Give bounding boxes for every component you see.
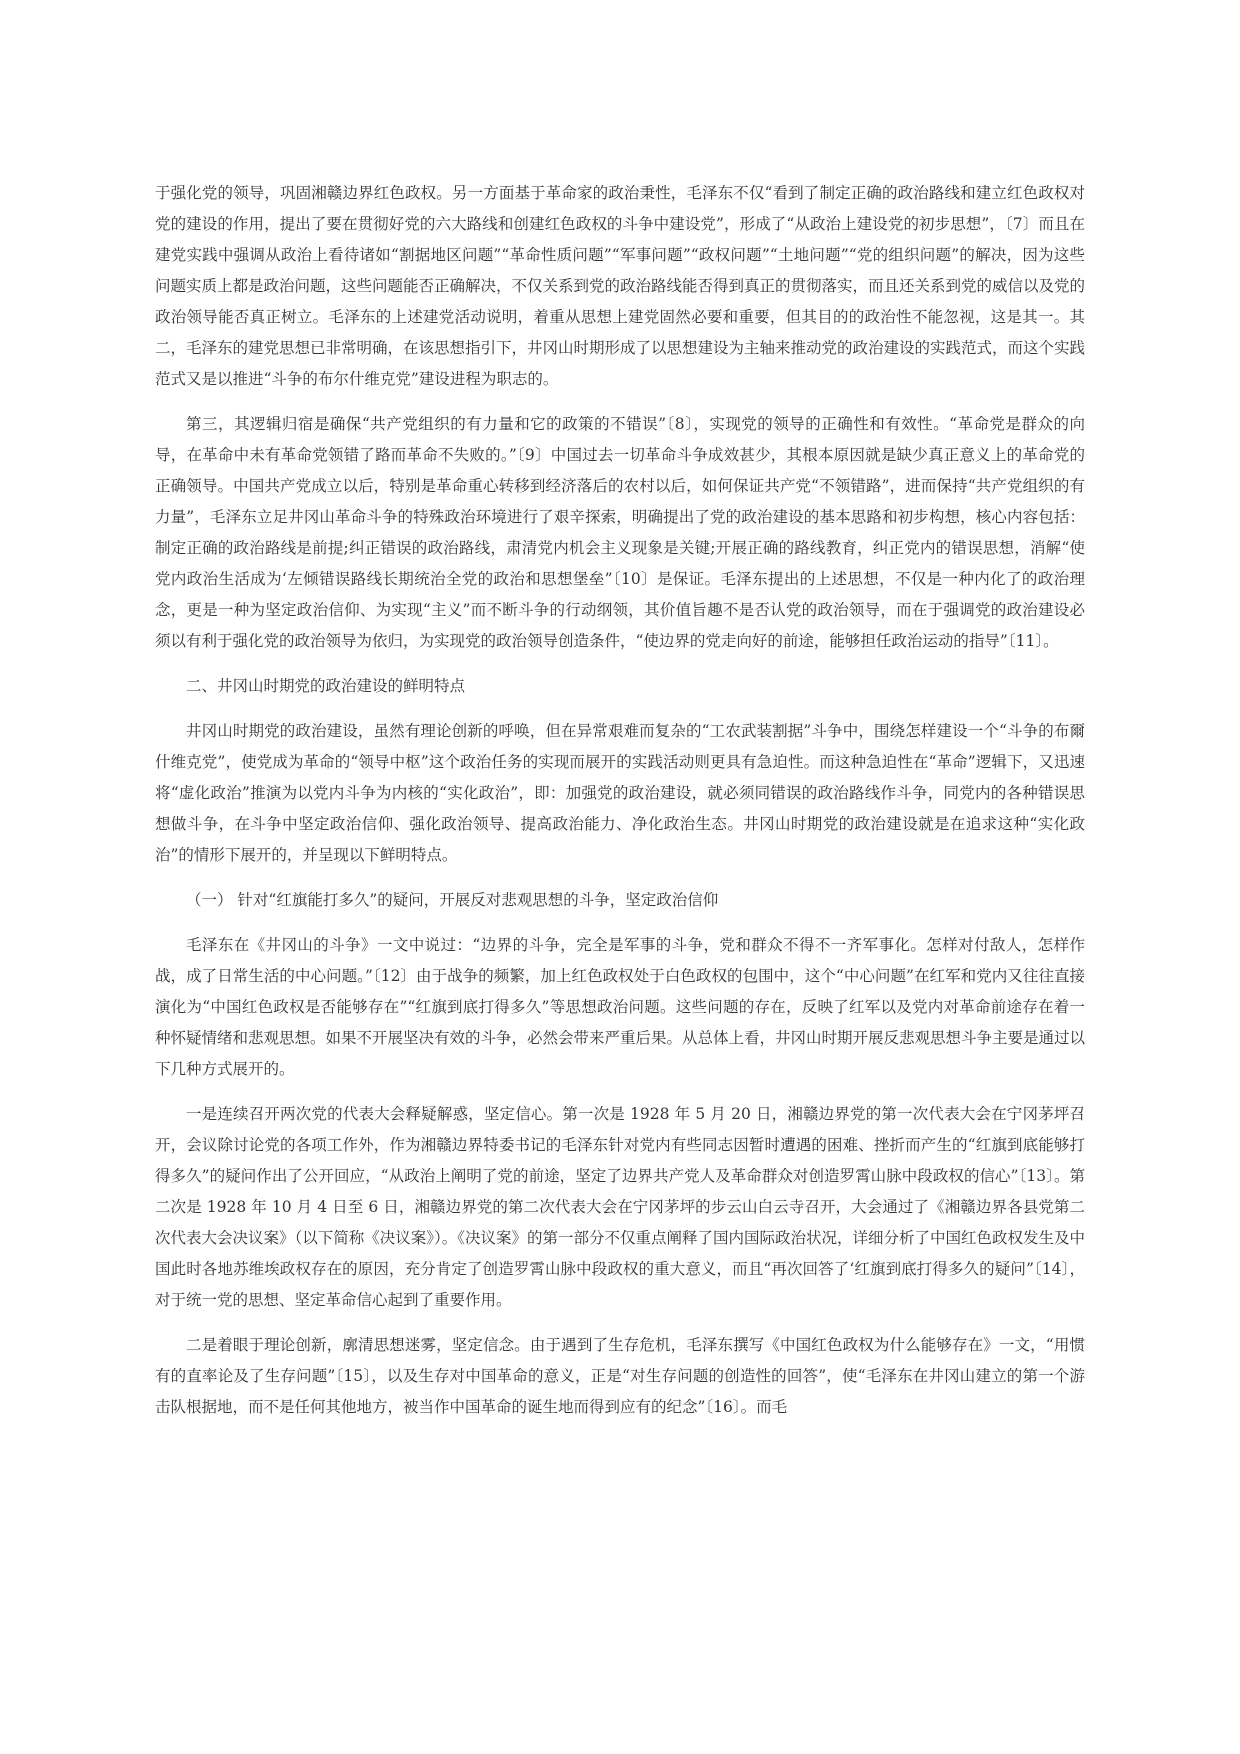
subsection-heading: （一） 针对“红旗能打多久”的疑问，开展反对悲观思想的斗争，坚定政治信仰 [186, 891, 719, 909]
document-body [155, 178, 1085, 1437]
paragraph-second-method: 二是着眼于理论创新，廓清思想迷雾，坚定信念。由于遇到了生存危机，毛泽东撰写《中国红色政权为什么能够存在》一文，“用惯有的直率论及了生存问题”〔15〕，以及生存对中国革命的意义，正是“对生存问题的创造性的回答”，使“毛泽东在井冈山建立的第一个游击队根据地，而不是任何其他地方，被当作中国革命的诞生地而得到应有的纪念”〔16〕。而毛 [155, 1336, 1085, 1416]
section-heading: 二、井冈山时期党的政治建设的鲜明特点 [186, 677, 466, 695]
paragraph-third-point: 第三，其逻辑归宿是确保“共产党组织的有力量和它的政策的不错误”〔8〕，实现党的领导的正确性和有效性。“革命党是群众的向导，在革命中未有革命党领错了路而革命不失败的。”〔9〕中国过去一切革命斗争成效甚少，其根本原因就是缺少真正意义上的革命党的正确领导。中国共产党成立以后，特别是革命重心转移到经济落后的农村以后，如何保证共产党“不领错路”，进而保持“共产党组织的有力量”，毛泽东立足井冈山革命斗争的特殊政治环境进行了艰辛探索，明确提出了党的政治建设的基本思路和初步构想，核心内容包括：制定正确的政治路线是前提;纠正错误的政治路线，肃清党内机会主义现象是关键;开展正确的路线教育，纠正党内的错误思想，消解“使党内政治生活成为‘左倾错误路线长期统治全党的政治和思想堡垒”〔10〕是保证。毛泽东提出的上述思想，不仅是一种内化了的政治理念，更是一种为坚定政治信仰、为实现“主义”而不断斗争的行动纲领，其价值旨趣不是否认党的政治领导，而在于强调党的政治建设必须以有利于强化党的政治领导为依归，为实现党的政治领导创造条件，“使边界的党走向好的前途，能够担任政治运动的指导”〔11〕。 [155, 415, 1085, 650]
paragraph-continuation: 于强化党的领导，巩固湘赣边界红色政权。另一方面基于革命家的政治秉性，毛泽东不仅“看到了制定正确的政治路线和建立红色政权对党的建设的作用，提出了要在贯彻好党的六大路线和创建红色政权的斗争中建设党”，形成了“从政治上建设党的初步思想”，〔7〕而且在建党实践中强调从政治上看待诸如“割据地区问题”“革命性质问题”“军事问题”“政权问题”“土地问题”“党的组织问题”的解决，因为这些问题实质上都是政治问题，这些问题能否正确解决，不仅关系到党的政治路线能否得到真正的贯彻落实，而且还关系到党的威信以及党的政治领导能否真正树立。毛泽东的上述建党活动说明，着重从思想上建党固然必要和重要，但其目的的政治性不能忽视，这是其一。其二，毛泽东的建党思想已非常明确，在该思想指引下，井冈山时期形成了以思想建设为主轴来推动党的政治建设的实践范式，而这个实践范式又是以推进“斗争的布尔什维克党”建设进程为职志的。 [155, 184, 1086, 388]
paragraph-section-intro: 井冈山时期党的政治建设，虽然有理论创新的呼唤，但在异常艰难而复杂的“工农武装割据”斗争中，围绕怎样建设一个“斗争的布爾什维克党”，使党成为革命的“领导中枢”这个政治任务的实现而展开的实践活动则更具有急迫性。而这种急迫性在“革命”逻辑下，又迅速将“虚化政治”推演为以党内斗争为内核的“实化政治”，即：加强党的政治建设，就必须同错误的政治路线作斗争，同党内的各种错误思想做斗争，在斗争中坚定政治信仰、强化政治领导、提高政治能力、净化政治生态。井冈山时期党的政治建设就是在追求这种“实化政治”的情形下展开的，并呈现以下鲜明特点。 [155, 722, 1085, 864]
paragraph-first-method: 一是连续召开两次党的代表大会释疑解惑，坚定信心。第一次是 1928 年 5 月 20 日，湘赣边界党的第一次代表大会在宁冈茅坪召开，会议除讨论党的各项工作外，作为湘赣边界特委书记的毛泽东针对党内有些同志因暂时遭遇的困难、挫折而产生的“红旗到底能够打得多久”的疑问作出了公开回应，“从政治上阐明了党的前途，坚定了边界共产党人及革命群众对创造罗霄山脉中段政权的信心”〔13〕。第二次是 1928 年 10 月 4 日至 6 日，湘赣边界党的第二次代表大会在宁冈茅坪的步云山白云寺召开，大会通过了《湘赣边界各县党第二次代表大会决议案》（以下简称《决议案》）。《决议案》的第一部分不仅重点阐释了国内国际政治状况，详细分析了中国红色政权发生及中国此时各地苏维埃政权存在的原因，充分肯定了创造罗霄山脉中段政权的重大意义，而且“再次回答了‘红旗到底打得多久的疑问”〔14〕，对于统一党的思想、坚定革命信心起到了重要作用。 [155, 1105, 1086, 1309]
paragraph-struggle-quote: 毛泽东在《井冈山的斗争》一文中说过：“边界的斗争，完全是军事的斗争，党和群众不得不一齐军事化。怎样对付敌人，怎样作战，成了日常生活的中心问题。”〔12〕由于战争的频繁，加上红色政权处于白色政权的包围中，这个“中心问题”在红军和党内又往往直接演化为“中国红色政权是否能够存在”“红旗到底打得多久”等思想政治问题。这些问题的存在，反映了红军以及党内对革命前途存在着一种怀疑情绪和悲观思想。如果不开展坚决有效的斗争，必然会带来严重后果。从总体上看，井冈山时期开展反悲观思想斗争主要是通过以下几种方式展开的。 [155, 936, 1086, 1078]
